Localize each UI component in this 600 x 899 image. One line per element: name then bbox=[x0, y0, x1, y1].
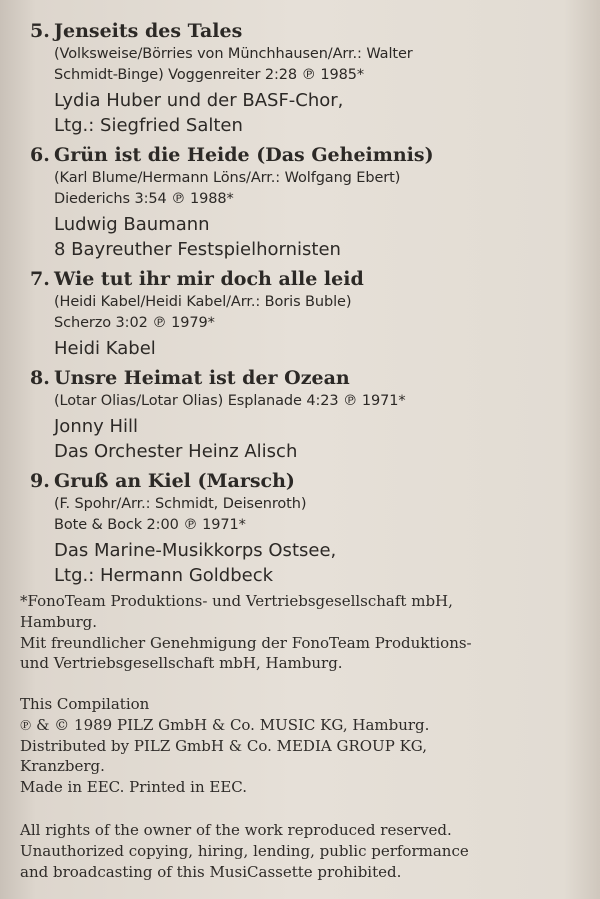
track-9 bbox=[30, 470, 590, 588]
performer-line: Heidi Kabel bbox=[54, 338, 156, 359]
track-credits bbox=[54, 292, 590, 334]
track-title: Gruß an Kiel (Marsch) bbox=[54, 470, 295, 492]
rights-notice bbox=[20, 820, 590, 882]
compilation-line: This Compilation bbox=[20, 695, 150, 713]
performer-line: Jonny Hill bbox=[54, 416, 139, 437]
track-number: 7. bbox=[30, 268, 50, 290]
credit-line: (Volksweise/Börries von Münchhausen/Arr.: Walter bbox=[54, 46, 413, 62]
footnote-line: *FonoTeam Produktions- und Vertriebsgesellschaft mbH, bbox=[20, 592, 453, 610]
rights-line: and broadcasting of this MusiCassette prohibited. bbox=[20, 862, 402, 881]
track-credits bbox=[54, 391, 590, 412]
track-performers bbox=[54, 336, 590, 361]
credit-line: Scherzo 3:02 ℗ 1979* bbox=[54, 315, 215, 331]
footnote bbox=[20, 591, 590, 674]
rights-line: Unauthorized copying, hiring, lending, public performance bbox=[20, 841, 469, 860]
track-6 bbox=[30, 144, 590, 262]
performer-line: Das Marine-Musikkorps Ostsee, bbox=[54, 540, 337, 561]
credit-line: Diederichs 3:54 ℗ 1988* bbox=[54, 191, 234, 207]
track-performers bbox=[54, 414, 590, 464]
track-performers bbox=[54, 88, 590, 138]
credit-line: Schmidt-Binge) Voggenreiter 2:28 ℗ 1985* bbox=[54, 67, 365, 83]
credit-line: Bote & Bock 2:00 ℗ 1971* bbox=[54, 517, 246, 533]
performer-line: 8 Bayreuther Festspielhornisten bbox=[54, 239, 341, 260]
credit-line: (Karl Blume/Hermann Löns/Arr.: Wolfgang Ebert) bbox=[54, 170, 401, 186]
track-list bbox=[30, 20, 590, 594]
track-performers bbox=[54, 538, 590, 588]
performer-line: Ltg.: Hermann Goldbeck bbox=[54, 565, 274, 586]
track-credits bbox=[54, 494, 590, 536]
track-credits bbox=[54, 44, 590, 86]
track-number: 5. bbox=[30, 20, 50, 42]
track-credits bbox=[54, 168, 590, 210]
footnote-line: und Vertriebsgesellschaft mbH, Hamburg. bbox=[20, 654, 343, 673]
compilation-line: ℗ & © 1989 PILZ GmbH & Co. MUSIC KG, Hamburg. bbox=[20, 715, 430, 734]
compilation-notice bbox=[20, 694, 590, 798]
track-title: Grün ist die Heide (Das Geheimnis) bbox=[54, 144, 434, 166]
track-title: Wie tut ihr mir doch alle leid bbox=[54, 268, 364, 290]
compilation-line: Kranzberg. bbox=[20, 757, 105, 776]
track-title: Jenseits des Tales bbox=[54, 20, 243, 42]
track-title: Unsre Heimat ist der Ozean bbox=[54, 367, 350, 389]
credit-line: (Heidi Kabel/Heidi Kabel/Arr.: Boris Buble) bbox=[54, 294, 352, 310]
rights-line: All rights of the owner of the work reproduced reserved. bbox=[20, 821, 452, 839]
track-performers bbox=[54, 212, 590, 262]
track-number: 9. bbox=[30, 470, 50, 492]
performer-line: Das Orchester Heinz Alisch bbox=[54, 441, 298, 462]
track-8 bbox=[30, 367, 590, 464]
credit-line: (F. Spohr/Arr.: Schmidt, Deisenroth) bbox=[54, 496, 307, 512]
footnote-line: Mit freundlicher Genehmigung der FonoTeam Produktions- bbox=[20, 633, 472, 652]
track-number: 6. bbox=[30, 144, 50, 166]
track-7 bbox=[30, 268, 590, 361]
track-5 bbox=[30, 20, 590, 138]
performer-line: Ltg.: Siegfried Salten bbox=[54, 115, 243, 136]
footnote-line: Hamburg. bbox=[20, 612, 98, 631]
compilation-line: Made in EEC. Printed in EEC. bbox=[20, 778, 247, 797]
compilation-line: Distributed by PILZ GmbH & Co. MEDIA GROUP KG, bbox=[20, 736, 427, 755]
performer-line: Lydia Huber und der BASF-Chor, bbox=[54, 90, 344, 111]
track-number: 8. bbox=[30, 367, 50, 389]
credit-line: (Lotar Olias/Lotar Olias) Esplanade 4:23 ℗ 1971* bbox=[54, 393, 406, 409]
performer-line: Ludwig Baumann bbox=[54, 214, 210, 235]
